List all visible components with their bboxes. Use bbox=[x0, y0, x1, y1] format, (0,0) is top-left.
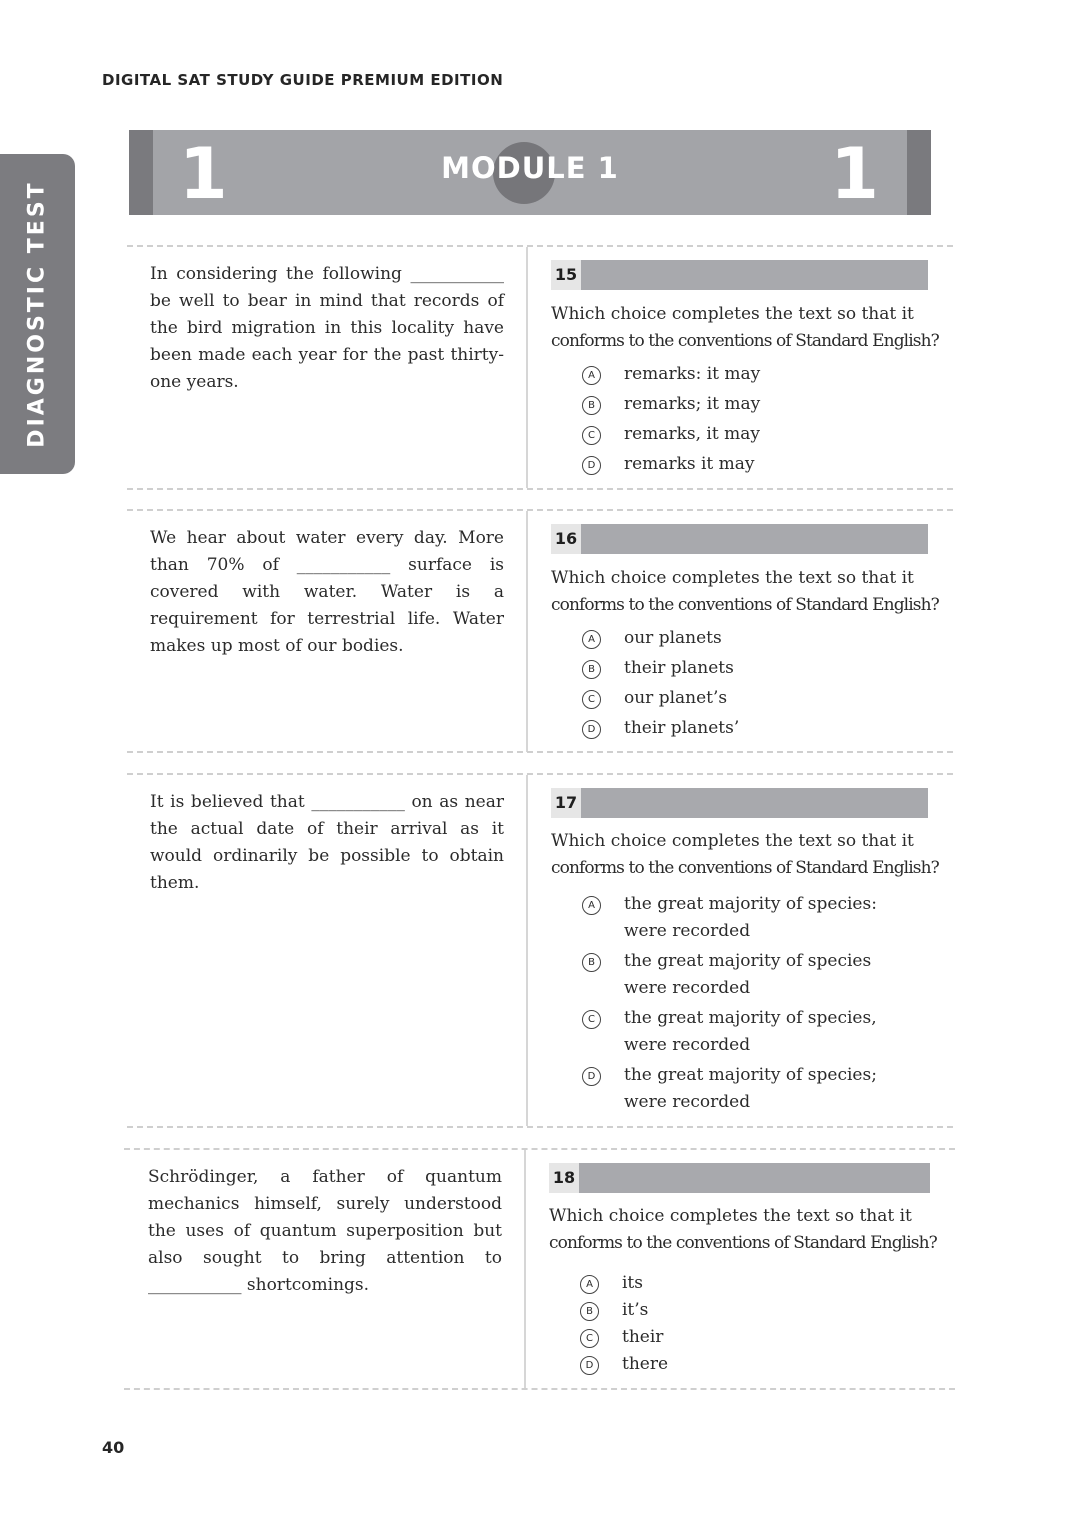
choice-letter-circle: D bbox=[580, 1356, 599, 1375]
divider-dashed bbox=[127, 488, 953, 490]
question-bar bbox=[551, 524, 928, 554]
choice-letter-circle: D bbox=[582, 1067, 601, 1086]
divider-dashed bbox=[127, 1126, 953, 1128]
question-number: 15 bbox=[551, 260, 581, 290]
passage-text: Schrödinger, a father of quantum mechanics himself, surely understood the uses of quantum superposition but also sought to bring attention to ___________ shortcomings. bbox=[148, 1167, 502, 1295]
choice-letter-circle: B bbox=[582, 660, 601, 679]
choice-letter-circle: D bbox=[582, 720, 601, 739]
choice-text: there bbox=[622, 1354, 669, 1374]
choice-letter-circle: B bbox=[582, 953, 601, 972]
choice-letter-circle: B bbox=[582, 396, 601, 415]
choice-text: our planet’s bbox=[624, 688, 728, 708]
module-banner bbox=[129, 130, 931, 215]
question-bar bbox=[551, 788, 928, 818]
divider-dashed bbox=[127, 245, 953, 247]
passage-text: In considering the following ___________ be well to bear in mind that records of the bird migration in this locality have been made each year for the past thirty-one years. bbox=[150, 264, 504, 392]
choice-text: remarks, it may bbox=[624, 424, 760, 444]
question-number: 16 bbox=[551, 524, 581, 554]
prompt-line-1: Which choice completes the text so that it bbox=[551, 304, 914, 324]
page-number: 40 bbox=[102, 1438, 125, 1457]
choice-text: the great majority of species were recorded bbox=[624, 951, 872, 998]
column-divider bbox=[526, 775, 528, 1126]
prompt-line-2: conforms to the conventions of Standard English? bbox=[551, 595, 939, 615]
prompt-line-2: conforms to the conventions of Standard English? bbox=[551, 858, 939, 878]
choice-letter-circle: A bbox=[582, 366, 601, 385]
choice-letter-circle: A bbox=[580, 1275, 599, 1294]
prompt-line-2: conforms to the conventions of Standard English? bbox=[551, 331, 939, 351]
question-prompt bbox=[551, 828, 939, 882]
prompt-line-1: Which choice completes the text so that it bbox=[549, 1206, 912, 1226]
question-number: 18 bbox=[549, 1163, 579, 1193]
choice-text: its bbox=[622, 1273, 643, 1293]
choice-letter-circle: C bbox=[580, 1329, 599, 1348]
choice-text: their bbox=[622, 1327, 664, 1347]
choice-letter-circle: A bbox=[582, 630, 601, 649]
choice-letter-circle: C bbox=[582, 690, 601, 709]
question-prompt bbox=[551, 565, 939, 619]
banner-left-number: 1 bbox=[179, 133, 228, 215]
prompt-line-2: conforms to the conventions of Standard English? bbox=[549, 1233, 937, 1253]
column-divider bbox=[526, 247, 528, 488]
choice-text: their planets’ bbox=[624, 718, 740, 738]
divider-dashed bbox=[124, 1148, 955, 1150]
side-tab-label: DIAGNOSTIC TEST bbox=[24, 180, 50, 448]
passage-text: We hear about water every day. More than 70% of ___________ surface is covered with water. Water is a requirement for terrestrial life. Water makes up most of our bodies. bbox=[150, 528, 504, 656]
choice-letter-circle: A bbox=[582, 896, 601, 915]
prompt-line-1: Which choice completes the text so that it bbox=[551, 831, 914, 851]
running-head: DIGITAL SAT STUDY GUIDE PREMIUM EDITION bbox=[102, 71, 504, 89]
choice-letter-circle: C bbox=[582, 1010, 601, 1029]
choice-text: our planets bbox=[624, 628, 722, 648]
column-divider bbox=[526, 511, 528, 752]
choice-letter-circle: C bbox=[582, 426, 601, 445]
module-title: MODULE 1 bbox=[441, 151, 619, 185]
column-divider bbox=[524, 1150, 526, 1388]
choice-text: the great majority of species: were recorded bbox=[624, 894, 877, 941]
choice-text: remarks: it may bbox=[624, 364, 761, 384]
divider-dashed bbox=[127, 773, 953, 775]
choice-letter-circle: B bbox=[580, 1302, 599, 1321]
prompt-line-1: Which choice completes the text so that it bbox=[551, 568, 914, 588]
choice-text: the great majority of species; were recorded bbox=[624, 1065, 877, 1112]
divider-dashed bbox=[124, 1388, 955, 1390]
choice-text: it’s bbox=[622, 1300, 649, 1320]
choice-text: remarks it may bbox=[624, 454, 755, 474]
question-number: 17 bbox=[551, 788, 581, 818]
question-prompt bbox=[551, 301, 939, 355]
choice-text: remarks; it may bbox=[624, 394, 761, 414]
passage-text: It is believed that ___________ on as near the actual date of their arrival as it would ordinarily be possible to obtain them. bbox=[150, 792, 504, 893]
question-prompt bbox=[549, 1203, 937, 1257]
question-bar bbox=[549, 1163, 930, 1193]
question-bar bbox=[551, 260, 928, 290]
choice-text: the great majority of species, were recorded bbox=[624, 1008, 877, 1055]
banner-right-number: 1 bbox=[830, 133, 879, 215]
choice-letter-circle: D bbox=[582, 456, 601, 475]
divider-dashed bbox=[127, 509, 953, 511]
choice-text: their planets bbox=[624, 658, 734, 678]
divider-dashed bbox=[127, 751, 953, 753]
